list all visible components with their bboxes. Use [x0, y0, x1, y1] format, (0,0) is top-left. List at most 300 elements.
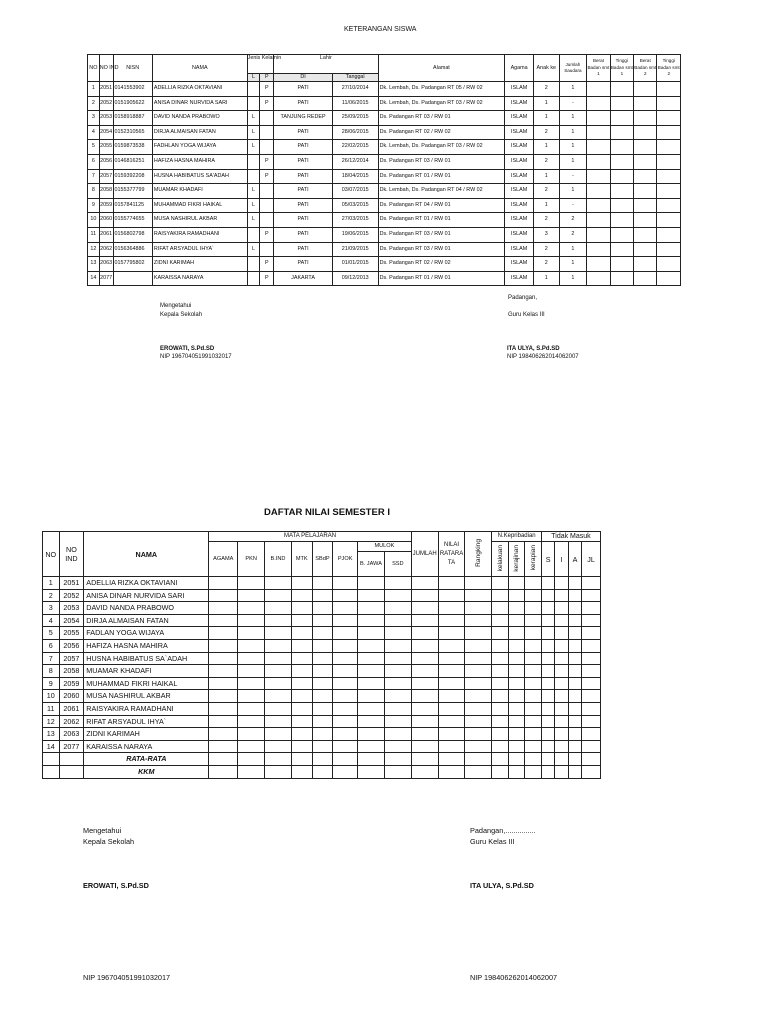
g-cell-nama: RAISYAKIRA RAMADHANI	[84, 702, 209, 715]
g-cell-empty	[555, 677, 568, 690]
g-col-kelakuan: kelakuan	[492, 542, 509, 577]
cell-ind: 2063	[99, 257, 113, 272]
g-cell-empty	[209, 602, 238, 615]
s1-guru-nip: NIP 198406262014062007	[507, 354, 579, 360]
g-cell-empty	[411, 614, 438, 627]
cell-alamat: Dk. Lembah, Ds. Padangan RT 03 / RW 02	[378, 140, 505, 155]
cell-empty	[657, 125, 681, 140]
g-cell-empty	[525, 753, 542, 766]
g-cell-empty	[411, 589, 438, 602]
cell-nisn	[113, 271, 152, 286]
cell-empty	[610, 213, 633, 228]
g-col-bjawa: B. JAWA	[358, 552, 385, 577]
g-cell-empty	[312, 639, 333, 652]
g-cell-empty	[555, 728, 568, 741]
g-cell-empty	[438, 602, 465, 615]
g-cell-empty	[465, 665, 492, 678]
g-cell-ind: 2053	[59, 602, 84, 615]
grades-table	[42, 531, 601, 779]
g-cell-empty	[438, 614, 465, 627]
cell-p	[260, 213, 274, 228]
g-cell-empty	[411, 702, 438, 715]
g-col-rangking: Rangking	[465, 532, 492, 577]
g-cell-empty	[411, 652, 438, 665]
g-cell-empty	[59, 753, 84, 766]
grade-row	[43, 602, 601, 615]
g-cell-empty	[508, 753, 525, 766]
g-cell-ind: 2060	[59, 690, 84, 703]
cell-nisn: 0155377799	[113, 184, 152, 199]
g-cell-empty	[525, 702, 542, 715]
g-cell-empty	[358, 677, 385, 690]
g-cell-empty	[312, 753, 333, 766]
g-cell-empty	[265, 652, 292, 665]
g-cell-empty	[384, 589, 411, 602]
cell-no: 7	[88, 169, 100, 184]
g-cell-nama: ZIDNI KARIMAH	[84, 728, 209, 741]
g-cell-ind: 2052	[59, 589, 84, 602]
cell-nisn: 0155774655	[113, 213, 152, 228]
g-cell-empty	[333, 627, 358, 640]
g-cell-empty	[209, 589, 238, 602]
grade-row	[43, 740, 601, 753]
cell-tgl: 21/09/2015	[332, 242, 378, 257]
g-cell-empty	[438, 627, 465, 640]
g-cell-empty	[508, 652, 525, 665]
g-cell-empty	[209, 677, 238, 690]
g-cell-empty	[541, 765, 554, 778]
g-cell-empty	[568, 665, 581, 678]
g-cell-empty	[555, 614, 568, 627]
g-cell-no: 5	[43, 627, 60, 640]
cell-ind: 2058	[99, 184, 113, 199]
g-cell-empty	[541, 652, 554, 665]
g-cell-empty	[438, 665, 465, 678]
g-cell-ind: 2057	[59, 652, 84, 665]
g-cell-empty	[555, 589, 568, 602]
cell-l	[247, 96, 260, 111]
cell-empty	[634, 257, 657, 272]
g-cell-empty	[238, 614, 265, 627]
cell-di: PATI	[274, 154, 333, 169]
g-cell-empty	[333, 589, 358, 602]
cell-empty	[657, 227, 681, 242]
cell-di: PATI	[274, 184, 333, 199]
cell-alamat: Ds. Padangan RT 01 / RW 01	[378, 271, 505, 286]
cell-alamat: Dk. Lembah, Ds. Padangan RT 04 / RW 02	[378, 184, 505, 199]
cell-empty	[634, 227, 657, 242]
cell-empty	[657, 140, 681, 155]
cell-no: 1	[88, 82, 100, 97]
g-cell-empty	[508, 602, 525, 615]
cell-l: L	[247, 125, 260, 140]
g-cell-empty	[238, 665, 265, 678]
cell-empty	[657, 271, 681, 286]
cell-p	[260, 242, 274, 257]
cell-p: P	[260, 82, 274, 97]
cell-no: 3	[88, 111, 100, 126]
col-no-ind: NO IND	[99, 55, 113, 82]
g-cell-empty	[525, 627, 542, 640]
cell-nama: ADELLIA RIZKA OKTAVIANI	[152, 82, 247, 97]
cell-anak: 2	[534, 184, 560, 199]
cell-tgl: 22/02/2015	[332, 140, 378, 155]
g-cell-empty	[238, 652, 265, 665]
cell-alamat: Ds. Padangan RT 02 / RW 02	[378, 125, 505, 140]
g-cell-empty	[492, 665, 509, 678]
cell-alamat: Ds. Padangan RT 03 / RW 01	[378, 154, 505, 169]
cell-empty	[634, 140, 657, 155]
g-cell-empty	[384, 715, 411, 728]
cell-p: P	[260, 257, 274, 272]
g-cell-empty	[438, 702, 465, 715]
cell-ind: 2059	[99, 198, 113, 213]
g-cell-ind: 2055	[59, 627, 84, 640]
cell-alamat: Ds. Padangan RT 03 / RW 01	[378, 242, 505, 257]
g-cell-empty	[541, 740, 554, 753]
g-cell-empty	[438, 639, 465, 652]
cell-empty	[657, 198, 681, 213]
cell-empty	[657, 82, 681, 97]
cell-no: 4	[88, 125, 100, 140]
g-cell-empty	[438, 589, 465, 602]
g-cell-nama: HUSNA HABIBATUS SA`ADAH	[84, 652, 209, 665]
cell-l: L	[247, 140, 260, 155]
g-cell-empty	[568, 614, 581, 627]
g-cell-empty	[265, 627, 292, 640]
g-cell-empty	[209, 740, 238, 753]
g-cell-empty	[525, 602, 542, 615]
cell-empty	[587, 227, 610, 242]
cell-nisn: 0159392208	[113, 169, 152, 184]
cell-di: PATI	[274, 96, 333, 111]
cell-nisn: 0156364886	[113, 242, 152, 257]
g-cell-empty	[492, 765, 509, 778]
cell-saudara: 2	[559, 227, 587, 242]
cell-ind: 2055	[99, 140, 113, 155]
g-cell-empty	[209, 665, 238, 678]
g-cell-nama: MUHAMMAD FIKRI HAIKAL	[84, 677, 209, 690]
g-cell-empty	[438, 577, 465, 590]
cell-alamat: Ds. Padangan RT 02 / RW 02	[378, 257, 505, 272]
cell-empty	[587, 242, 610, 257]
cell-empty	[587, 257, 610, 272]
cell-nisn: 0146816251	[113, 154, 152, 169]
student-row	[88, 140, 681, 155]
g-cell-empty	[541, 715, 554, 728]
cell-empty	[657, 169, 681, 184]
cell-empty	[634, 169, 657, 184]
cell-saudara: 1	[559, 111, 587, 126]
col-nisn: NISN	[113, 55, 152, 82]
g-cell-empty	[358, 728, 385, 741]
col-di: DI	[274, 74, 333, 82]
cell-alamat: Ds. Padangan RT 01 / RW 01	[378, 169, 505, 184]
student-row	[88, 96, 681, 111]
cell-no: 12	[88, 242, 100, 257]
cell-agama: ISLAM	[505, 242, 534, 257]
cell-nama: KARAISSA NARAYA	[152, 271, 247, 286]
cell-alamat: Ds. Padangan RT 03 / RW 01	[378, 111, 505, 126]
g-cell-empty	[541, 728, 554, 741]
student-row	[88, 169, 681, 184]
cell-no: 14	[88, 271, 100, 286]
g-cell-empty	[525, 652, 542, 665]
g-cell-empty	[465, 702, 492, 715]
g-cell-empty	[384, 765, 411, 778]
cell-nama: RIFAT ARSYADUL IHYA`	[152, 242, 247, 257]
g-cell-empty	[291, 639, 312, 652]
g-cell-empty	[59, 765, 84, 778]
cell-saudara: -	[559, 169, 587, 184]
g-cell-empty	[541, 677, 554, 690]
g-col-kerapian: kerapian	[525, 542, 542, 577]
g-col-bind: B.IND	[265, 542, 292, 577]
cell-empty	[587, 154, 610, 169]
g-cell-empty	[568, 728, 581, 741]
col-lahir: Lahir	[274, 55, 378, 74]
g-cell-empty	[312, 728, 333, 741]
cell-tgl: 03/07/2015	[332, 184, 378, 199]
g-cell-empty	[465, 677, 492, 690]
g-cell-empty	[582, 728, 601, 741]
g-cell-empty	[555, 765, 568, 778]
g-cell-empty	[265, 702, 292, 715]
cell-empty	[610, 271, 633, 286]
cell-tgl: 05/03/2015	[332, 198, 378, 213]
g-cell-empty	[209, 765, 238, 778]
rata-rata-label: RATA-RATA	[84, 753, 209, 766]
g-cell-empty	[333, 690, 358, 703]
col-jumlah-saudara: Jumlah Saudara	[559, 55, 587, 82]
g-cell-empty	[492, 690, 509, 703]
g-cell-empty	[291, 602, 312, 615]
g-cell-empty	[358, 589, 385, 602]
cell-ind: 2060	[99, 213, 113, 228]
g-cell-empty	[568, 639, 581, 652]
cell-saudara: 1	[559, 140, 587, 155]
g-cell-empty	[465, 652, 492, 665]
cell-nisn: 0159873538	[113, 140, 152, 155]
cell-tgl: 19/06/2015	[332, 227, 378, 242]
g-cell-empty	[43, 753, 60, 766]
g-cell-empty	[384, 702, 411, 715]
cell-di: PATI	[274, 125, 333, 140]
cell-l	[247, 169, 260, 184]
g-cell-empty	[238, 753, 265, 766]
g-cell-empty	[465, 715, 492, 728]
cell-empty	[587, 82, 610, 97]
cell-alamat: Dk. Lembah, Ds. Padangan RT 05 / RW 02	[378, 82, 505, 97]
g-cell-empty	[333, 665, 358, 678]
kkm-label: KKM	[84, 765, 209, 778]
g-cell-empty	[541, 639, 554, 652]
g-cell-empty	[438, 715, 465, 728]
g-cell-empty	[265, 589, 292, 602]
g-cell-empty	[411, 639, 438, 652]
g-col-no: NO	[43, 532, 60, 577]
g-cell-empty	[555, 639, 568, 652]
g-cell-nama: FADLAN YOGA WIJAYA	[84, 627, 209, 640]
cell-ind: 2053	[99, 111, 113, 126]
cell-ind: 2061	[99, 227, 113, 242]
cell-tgl: 09/12/2013	[332, 271, 378, 286]
student-row	[88, 271, 681, 286]
g-cell-empty	[238, 765, 265, 778]
g-cell-empty	[568, 627, 581, 640]
cell-di: PATI	[274, 140, 333, 155]
g-cell-ind: 2051	[59, 577, 84, 590]
g-cell-empty	[384, 740, 411, 753]
g-cell-empty	[582, 765, 601, 778]
g-cell-empty	[525, 665, 542, 678]
g-cell-empty	[582, 702, 601, 715]
g-cell-empty	[312, 614, 333, 627]
cell-nama: DIRJA ALMAISAN FATAN	[152, 125, 247, 140]
g-cell-empty	[555, 665, 568, 678]
cell-empty	[587, 184, 610, 199]
student-row	[88, 111, 681, 126]
cell-nisn: 0152310565	[113, 125, 152, 140]
g-cell-empty	[333, 677, 358, 690]
g-cell-empty	[358, 614, 385, 627]
summary-row	[43, 753, 601, 766]
cell-no: 2	[88, 96, 100, 111]
g-cell-nama: RIFAT ARSYADUL IHYA`	[84, 715, 209, 728]
cell-agama: ISLAM	[505, 213, 534, 228]
col-berat-badan-1: Berat Badan smt 1	[587, 55, 610, 82]
g-cell-ind: 2054	[59, 614, 84, 627]
cell-tgl: 28/06/2015	[332, 125, 378, 140]
cell-empty	[634, 184, 657, 199]
s1-kepala-sekolah: Kepala Sekolah	[160, 312, 203, 318]
cell-nama: MUHAMMAD FIKRI HAIKAL	[152, 198, 247, 213]
g-cell-empty	[508, 589, 525, 602]
cell-ind: 2051	[99, 82, 113, 97]
cell-empty	[634, 242, 657, 257]
cell-p: P	[260, 227, 274, 242]
cell-saudara: -	[559, 96, 587, 111]
cell-empty	[657, 213, 681, 228]
cell-agama: ISLAM	[505, 82, 534, 97]
g-cell-empty	[508, 740, 525, 753]
g-cell-empty	[568, 589, 581, 602]
g-col-kerajinan: kerajinan	[508, 542, 525, 577]
cell-empty	[610, 227, 633, 242]
g-cell-empty	[209, 614, 238, 627]
g-cell-empty	[265, 677, 292, 690]
cell-saudara: -	[559, 198, 587, 213]
grade-row	[43, 589, 601, 602]
s2-guru-name: ITA ULYA, S.Pd.SD	[470, 881, 534, 890]
g-cell-empty	[384, 639, 411, 652]
cell-anak: 2	[534, 154, 560, 169]
g-cell-empty	[384, 602, 411, 615]
cell-ind: 2062	[99, 242, 113, 257]
g-cell-empty	[508, 702, 525, 715]
g-cell-empty	[312, 665, 333, 678]
student-row	[88, 82, 681, 97]
g-cell-empty	[492, 652, 509, 665]
g-cell-empty	[582, 614, 601, 627]
cell-p: P	[260, 271, 274, 286]
cell-nama: MUSA NASHIRUL AKBAR	[152, 213, 247, 228]
g-cell-empty	[492, 677, 509, 690]
g-cell-empty	[541, 577, 554, 590]
g-cell-empty	[312, 715, 333, 728]
g-cell-empty	[465, 690, 492, 703]
g-cell-empty	[465, 589, 492, 602]
g-cell-nama: KARAISSA NARAYA	[84, 740, 209, 753]
cell-nisn: 0157841125	[113, 198, 152, 213]
g-cell-empty	[525, 677, 542, 690]
g-cell-ind: 2056	[59, 639, 84, 652]
g-cell-empty	[384, 665, 411, 678]
grade-row	[43, 690, 601, 703]
grade-row	[43, 665, 601, 678]
cell-agama: ISLAM	[505, 154, 534, 169]
g-cell-empty	[582, 753, 601, 766]
g-cell-empty	[568, 677, 581, 690]
g-cell-empty	[209, 702, 238, 715]
g-cell-empty	[541, 589, 554, 602]
g-cell-empty	[582, 652, 601, 665]
cell-agama: ISLAM	[505, 227, 534, 242]
cell-no: 8	[88, 184, 100, 199]
cell-saudara: 1	[559, 82, 587, 97]
g-cell-empty	[384, 614, 411, 627]
cell-tgl: 26/12/2014	[332, 154, 378, 169]
g-cell-empty	[438, 740, 465, 753]
g-cell-empty	[525, 690, 542, 703]
cell-di: PATI	[274, 213, 333, 228]
g-cell-empty	[265, 765, 292, 778]
g-cell-empty	[582, 602, 601, 615]
g-col-no-ind: NO IND	[59, 532, 84, 577]
cell-l	[247, 271, 260, 286]
cell-empty	[634, 198, 657, 213]
s2-kepsek-name: EROWATI, S.Pd.SD	[83, 881, 149, 890]
g-col-mata-pelajaran: MATA PELAJARAN	[209, 532, 411, 542]
g-cell-empty	[358, 740, 385, 753]
cell-l	[247, 154, 260, 169]
cell-empty	[610, 140, 633, 155]
g-cell-empty	[465, 627, 492, 640]
grade-row	[43, 728, 601, 741]
g-cell-empty	[291, 765, 312, 778]
g-cell-empty	[525, 728, 542, 741]
g-cell-empty	[411, 740, 438, 753]
g-cell-nama: ANISA DINAR NURVIDA SARI	[84, 589, 209, 602]
g-cell-empty	[358, 577, 385, 590]
g-cell-empty	[525, 589, 542, 602]
g-cell-empty	[238, 589, 265, 602]
cell-empty	[587, 198, 610, 213]
s2-guru-nip: NIP 198406262014062007	[470, 973, 558, 982]
g-cell-no: 12	[43, 715, 60, 728]
g-cell-empty	[333, 614, 358, 627]
cell-empty	[587, 111, 610, 126]
cell-agama: ISLAM	[505, 198, 534, 213]
g-cell-empty	[291, 728, 312, 741]
cell-empty	[634, 111, 657, 126]
cell-anak: 2	[534, 82, 560, 97]
cell-empty	[587, 125, 610, 140]
g-cell-empty	[209, 639, 238, 652]
col-jenis-kelamin: Jenis Kelamin	[247, 55, 274, 74]
g-cell-nama: DIRJA ALMAISAN FATAN	[84, 614, 209, 627]
g-cell-empty	[333, 765, 358, 778]
